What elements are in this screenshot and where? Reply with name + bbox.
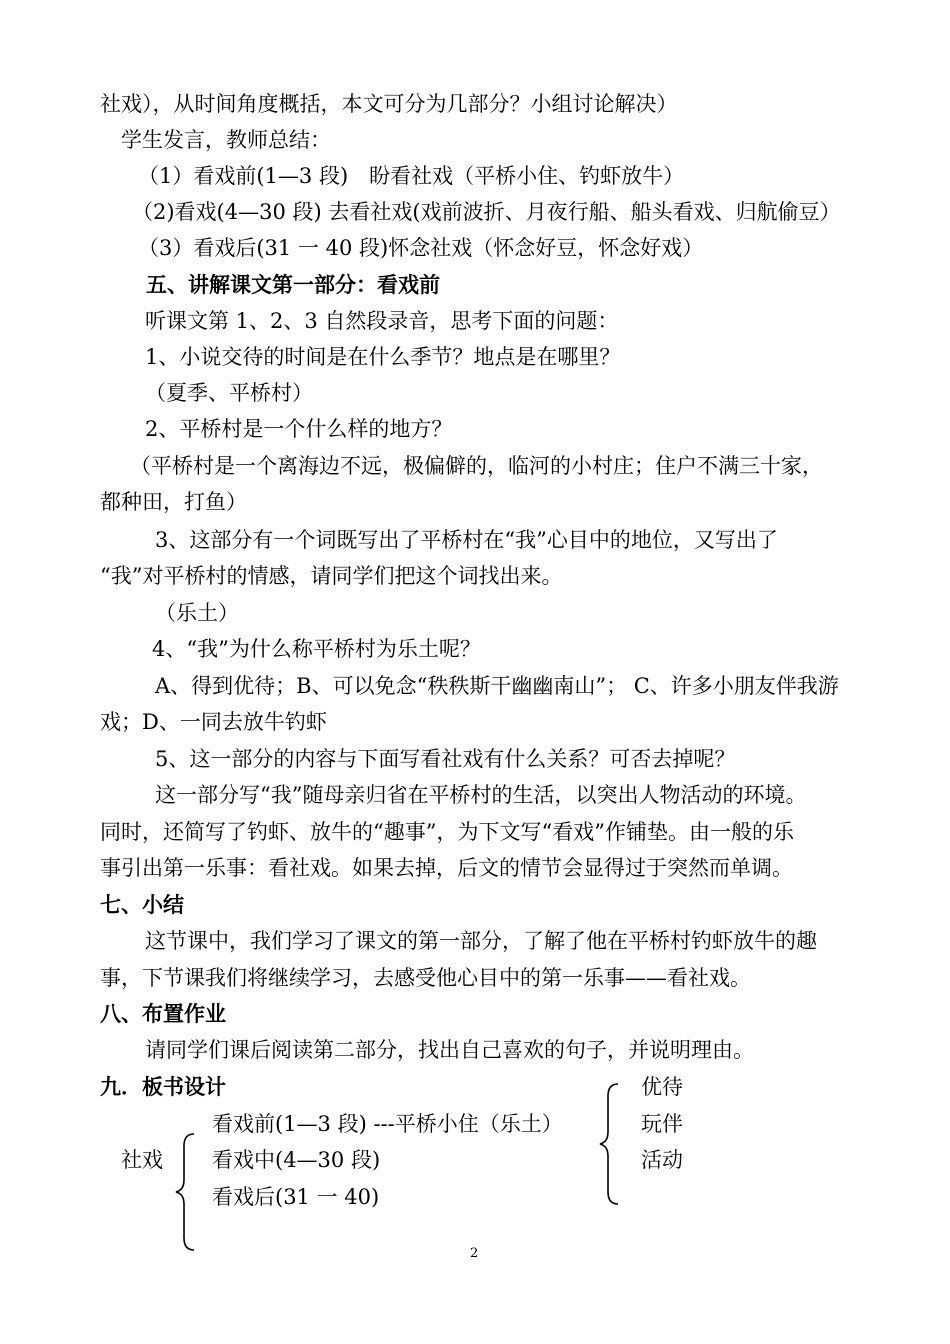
text-line: （1）看戏前(1—3 段) 盼看社戏（平桥小住、钓虾放牛） <box>138 164 685 188</box>
board-item: 看戏后(31 一 40) <box>212 1185 380 1209</box>
page-number: 2 <box>470 1246 479 1261</box>
text-line: 请同学们课后阅读第二部分，找出自己喜欢的句子，并说明理由。 <box>145 1038 754 1062</box>
text-line: 事引出第一乐事：看社戏。如果去掉，后文的情节会显得过于突然而单调。 <box>100 856 793 880</box>
text-line: 社戏），从时间角度概括，本文可分为几部分？小组讨论解决） <box>100 92 678 116</box>
section-heading: 九．板书设计 <box>100 1074 226 1099</box>
section-heading: 七、小结 <box>100 892 184 917</box>
board-item: 看戏前(1—3 段) ---平桥小住（乐土） <box>212 1112 563 1136</box>
section-heading: 五、讲解课文第一部分：看戏前 <box>146 272 440 297</box>
text-line: 事，下节课我们将继续学习，去感受他心目中的第一乐事——看社戏。 <box>100 966 751 990</box>
board-right-item: 活动 <box>641 1148 683 1172</box>
left-brace-icon <box>172 1132 198 1252</box>
board-right-item: 优待 <box>641 1075 683 1099</box>
text-line: （2)看戏(4—30 段) 去看社戏(戏前波折、月夜行船、船头看戏、归航偷豆） <box>132 200 841 224</box>
text-line: 4、“我”为什么称平桥村为乐土呢？ <box>152 637 481 661</box>
text-line: （3）看戏后(31 一 40 段)怀念社戏（怀念好豆，怀念好戏） <box>138 236 704 260</box>
text-line: 这节课中，我们学习了课文的第一部分，了解了他在平桥村钓虾放牛的趣 <box>145 929 817 953</box>
board-right-item: 玩伴 <box>641 1112 683 1136</box>
text-line: 1、小说交待的时间是在什么季节？地点是在哪里？ <box>145 345 621 369</box>
text-line: 学生发言，教师总结： <box>121 128 331 152</box>
text-line: “我”对平桥村的情感，请同学们把这个词找出来。 <box>100 564 563 588</box>
text-line: （平桥村是一个离海边不远，极偏僻的，临河的小村庄；住户不满三十家， <box>130 454 823 478</box>
text-line: A、得到优待；B、可以免念“秩秩斯干幽幽南山”； C、许多小朋友伴我游 <box>155 674 839 698</box>
text-line: 3、这部分有一个词既写出了平桥村在“我”心目中的地位，又写出了 <box>155 528 778 552</box>
text-line: 都种田，打鱼） <box>100 490 247 514</box>
text-line: 这一部分写“我”随母亲归省在平桥村的生活，以突出人物活动的环境。 <box>155 783 807 807</box>
text-line: 同时，还简写了钓虾、放牛的“趣事”，为下文写“看戏”作铺垫。由一般的乐 <box>100 820 794 844</box>
text-line: 2、平桥村是一个什么样的地方？ <box>145 417 453 441</box>
board-item: 看戏中(4—30 段) <box>212 1148 381 1172</box>
text-line: （乐土） <box>155 601 239 625</box>
text-line: 戏；D、一同去放牛钓虾 <box>100 710 327 734</box>
board-root: 社戏 <box>121 1148 163 1172</box>
right-brace-icon <box>596 1082 622 1206</box>
text-line: 听课文第 1、2、3 自然段录音，思考下面的问题： <box>145 309 619 333</box>
text-line: 5、这一部分的内容与下面写看社戏有什么关系？可否去掉呢？ <box>155 747 736 771</box>
text-line: （夏季、平桥村） <box>145 381 313 405</box>
section-heading: 八、布置作业 <box>100 1001 226 1026</box>
